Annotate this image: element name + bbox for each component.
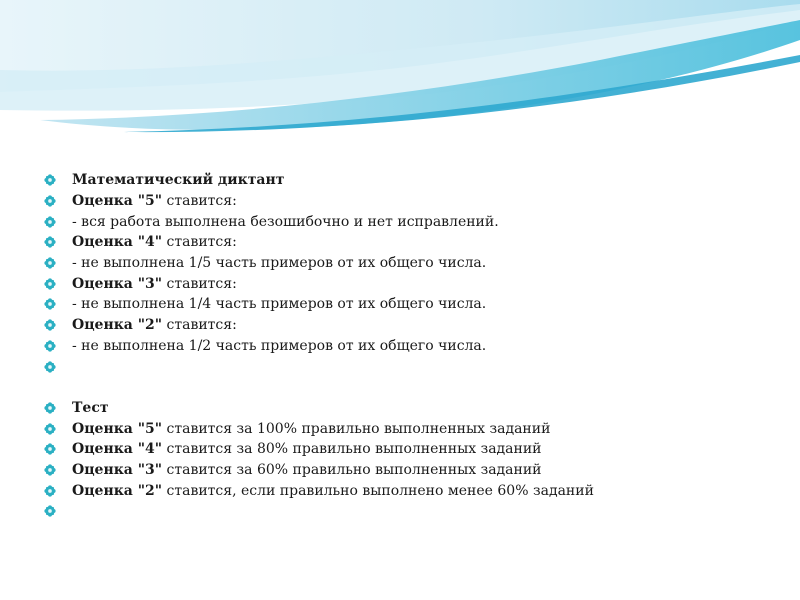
- flower-bullet-icon: [44, 485, 56, 497]
- grade-label: Оценка "4": [72, 234, 163, 251]
- flower-bullet-icon: [44, 236, 56, 248]
- grade-text: ставится, если правильно выполнено менее 60% заданий: [162, 482, 594, 499]
- flower-bullet-icon: [44, 464, 56, 476]
- list-item: [44, 439, 764, 460]
- list-item: [44, 336, 764, 357]
- list-item: [44, 253, 764, 274]
- empty-list-item: [44, 356, 764, 377]
- content: [44, 170, 764, 522]
- grade-label: Оценка "3": [72, 461, 163, 478]
- empty-list-item: [44, 501, 764, 522]
- grade-label: Оценка "2": [72, 317, 163, 334]
- flower-bullet-icon: [44, 216, 56, 228]
- criterion-text: - не выполнена 1/2 часть примеров от их общего числа.: [72, 337, 487, 354]
- flower-bullet-icon: [44, 402, 56, 414]
- grade-text: ставится за 100% правильно выполненных заданий: [162, 420, 551, 437]
- flower-bullet-icon: [44, 505, 56, 517]
- grade-text: ставится за 60% правильно выполненных заданий: [162, 461, 542, 478]
- flower-bullet-icon: [44, 195, 56, 207]
- flower-bullet-icon: [44, 319, 56, 331]
- spacer: [44, 377, 764, 398]
- grade-text: ставится:: [162, 193, 237, 210]
- list-item: [44, 480, 764, 501]
- list-item: [44, 398, 764, 419]
- flower-bullet-icon: [44, 361, 56, 373]
- section-title: Математический диктант: [72, 172, 285, 189]
- grade-text: ставится:: [162, 234, 237, 251]
- section-title: Тест: [72, 399, 109, 416]
- grade-label: Оценка "5": [72, 193, 163, 210]
- grade-label: Оценка "2": [72, 482, 163, 499]
- list-item: [44, 191, 764, 212]
- list-item: [44, 170, 764, 191]
- grade-text: ставится:: [162, 275, 237, 292]
- grade-text: ставится за 80% правильно выполненных заданий: [162, 441, 542, 458]
- list-item: [44, 211, 764, 232]
- flower-bullet-icon: [44, 423, 56, 435]
- criterion-text: - вся работа выполнена безошибочно и нет исправлений.: [72, 213, 499, 230]
- flower-bullet-icon: [44, 174, 56, 186]
- list-item: [44, 294, 764, 315]
- grade-label: Оценка "4": [72, 441, 163, 458]
- grade-label: Оценка "3": [72, 275, 163, 292]
- flower-bullet-icon: [44, 340, 56, 352]
- flower-bullet-icon: [44, 298, 56, 310]
- list-item: [44, 460, 764, 481]
- criterion-text: - не выполнена 1/4 часть примеров от их общего числа.: [72, 296, 487, 313]
- flower-bullet-icon: [44, 257, 56, 269]
- grade-label: Оценка "5": [72, 420, 163, 437]
- list-item: [44, 273, 764, 294]
- header-wave-decoration: [0, 0, 800, 140]
- list-item: [44, 232, 764, 253]
- list-item: [44, 315, 764, 336]
- grade-text: ставится:: [162, 317, 237, 334]
- flower-bullet-icon: [44, 443, 56, 455]
- flower-bullet-icon: [44, 278, 56, 290]
- criterion-text: - не выполнена 1/5 часть примеров от их общего числа.: [72, 255, 487, 272]
- list-item: [44, 418, 764, 439]
